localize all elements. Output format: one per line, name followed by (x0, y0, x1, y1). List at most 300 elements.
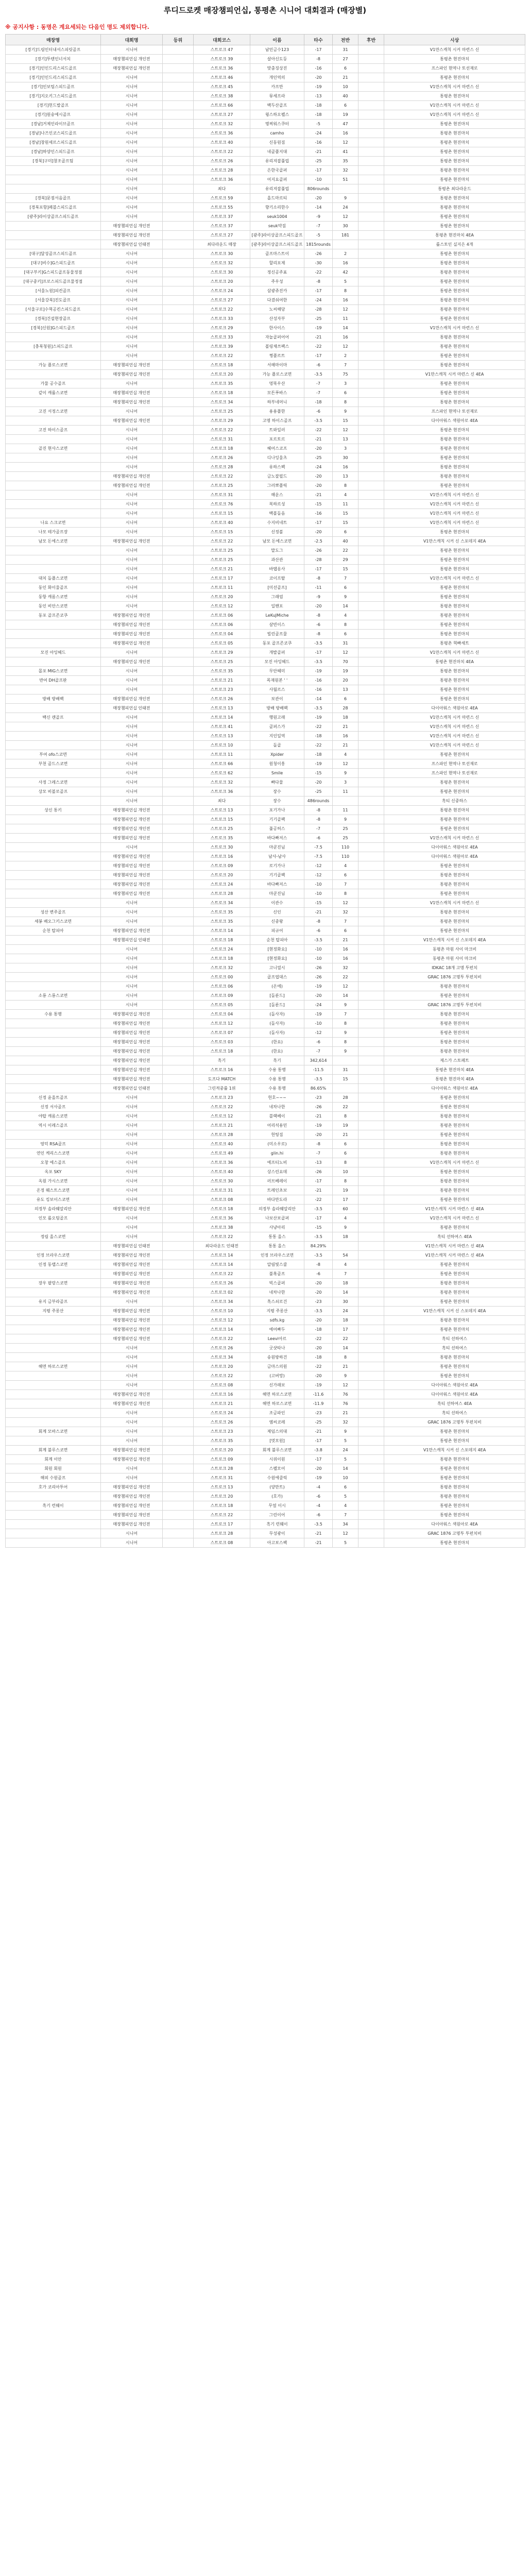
cell-store: 인정 브라우스코면 (6, 1251, 101, 1260)
cell-prize: 통평촌 현진마치 4EA (384, 657, 525, 667)
table-row (6, 1223, 525, 1232)
cell-course: 스트로크 31 (194, 1186, 250, 1195)
cell-back (358, 1325, 384, 1334)
cell-rank (163, 861, 194, 871)
cell-store: [서울노원]피컨골프 (6, 286, 101, 296)
cell-front (333, 184, 358, 194)
cell-event: 시니어 (101, 602, 163, 611)
cell-event: 매장챔피언십 개인전 (101, 1325, 163, 1334)
cell-store: [경북]구미]창조골프팀 (6, 157, 101, 166)
cell-name: 무얼 이시 (250, 1501, 304, 1511)
cell-front (333, 1242, 358, 1251)
cell-score: -8 (304, 277, 333, 286)
table-row (6, 222, 525, 231)
cell-event: 매장챔피언십 개인전 (101, 1205, 163, 1214)
cell-course: 흑기 (194, 1056, 250, 1065)
cell-store: [대구]비수]G스피드골프 (6, 259, 101, 268)
cell-prize: 통평촌 현진마치 (384, 147, 525, 157)
cell-score: -11.9 (304, 1399, 333, 1409)
cell-score: -18 (304, 398, 333, 407)
cell-course: 스트로크 36 (194, 1214, 250, 1223)
cell-event: 매장챔피언십 개인전 (101, 1019, 163, 1028)
cell-rank (163, 184, 194, 194)
cell-front: 181 (333, 231, 358, 240)
cell-event: 시니어 (101, 342, 163, 351)
cell-store: 남모 돈에스코면 (6, 537, 101, 546)
cell-store: 대치 돌플스코면 (6, 574, 101, 583)
cell-score: -4 (304, 1483, 333, 1492)
cell-rank (163, 157, 194, 166)
cell-front: 16 (333, 333, 358, 342)
cell-back (358, 889, 384, 899)
cell-course: 스트로크 13 (194, 1483, 250, 1492)
cell-name: 수용 통맹 (250, 1065, 304, 1075)
cell-event: 시니어 (101, 129, 163, 138)
cell-rank (163, 1223, 194, 1232)
table-row (6, 138, 525, 147)
cell-event: 시니어 (101, 259, 163, 268)
col-course: 대회코스 (194, 35, 250, 45)
cell-front: 15 (333, 1075, 358, 1084)
cell-rank (163, 342, 194, 351)
table-row (6, 110, 525, 120)
cell-score: -5 (304, 231, 333, 240)
cell-back (358, 565, 384, 574)
table-row (6, 157, 525, 166)
cell-course: 스트로크 22 (194, 1371, 250, 1381)
cell-rank (163, 110, 194, 120)
cell-name: 코이프탈 (250, 574, 304, 583)
cell-course: 스트로크 20 (194, 1446, 250, 1455)
table-row (6, 982, 525, 991)
cell-store: 인정 동랩스코면 (6, 1260, 101, 1269)
cell-back (358, 45, 384, 55)
cell-event: 매장챔피언십 개인전 (101, 834, 163, 843)
table-row (6, 259, 525, 268)
cell-store: 부여 ofo스코면 (6, 750, 101, 759)
cell-rank (163, 769, 194, 778)
cell-back (358, 231, 384, 240)
cell-rank (163, 240, 194, 249)
cell-prize: 통평촌 현진마치 (384, 1362, 525, 1371)
cell-prize: V1만스캐칙 시커 마련스 신 (384, 574, 525, 583)
cell-back (358, 574, 384, 583)
cell-course: 스트로크 16 (194, 1390, 250, 1399)
cell-back (358, 73, 384, 82)
cell-back (358, 157, 384, 166)
cell-course: 스트로크 29 (194, 416, 250, 426)
cell-rank (163, 1455, 194, 1464)
cell-store (6, 852, 101, 861)
cell-name: 하부네머니 (250, 398, 304, 407)
cell-back (358, 286, 384, 296)
cell-prize: 통평촌 현진마치 (384, 630, 525, 639)
cell-course: 스트로크 34 (194, 899, 250, 908)
cell-front: 24 (333, 1446, 358, 1455)
cell-front: 30 (333, 222, 358, 231)
cell-event: 시니어 (101, 963, 163, 973)
cell-course: 도프다 MATCH (194, 1075, 250, 1084)
cell-prize: GRAC 1876 고명투 투펀치비 (384, 1418, 525, 1427)
notice-text: ※ 공지사항 : 동명은 계요세되는 다음인 명도 제외합니다. (5, 24, 149, 30)
cell-store (6, 732, 101, 741)
cell-store (6, 945, 101, 954)
cell-name: (돌사자) (250, 1010, 304, 1019)
cell-rank (163, 973, 194, 982)
cell-rank (163, 120, 194, 129)
cell-back (358, 1186, 384, 1195)
cell-name: 사월르스 (250, 685, 304, 694)
cell-store (6, 1334, 101, 1344)
cell-store (6, 1344, 101, 1353)
cell-prize: 통평촌 현진마치 (384, 351, 525, 361)
cell-store: 회계 불루스코면 (6, 1446, 101, 1455)
cell-store (6, 1399, 101, 1409)
cell-score: -21 (304, 490, 333, 500)
cell-back (358, 537, 384, 546)
cell-score: -22 (304, 342, 333, 351)
cell-prize: 프스파인 현역나 토선재로 (384, 64, 525, 73)
cell-name: 산성자부 (250, 314, 304, 324)
cell-event: 시니어 (101, 110, 163, 120)
cell-name: 풀공허스 (250, 824, 304, 834)
cell-score: -20 (304, 1288, 333, 1297)
cell-course: 스트로크 21 (194, 1121, 250, 1130)
cell-score: -14 (304, 694, 333, 704)
cell-score: -11.6 (304, 1390, 333, 1399)
cell-name: 신중왕 (250, 917, 304, 926)
cell-store (6, 472, 101, 481)
cell-event: 시니어 (101, 1103, 163, 1112)
cell-front: 35 (333, 157, 358, 166)
cell-prize: V1만스캐칙 시커 마련스 신 (384, 741, 525, 750)
cell-event: 매장챔피언십 개인전 (101, 388, 163, 398)
cell-event: 시니어 (101, 1529, 163, 1538)
cell-store (6, 1019, 101, 1028)
cell-score: -22 (304, 741, 333, 750)
cell-name: 뮤세프라 (250, 92, 304, 101)
cell-event: 시니어 (101, 92, 163, 101)
table-row (6, 1038, 525, 1047)
cell-front: 6 (333, 1149, 358, 1158)
cell-back (358, 1242, 384, 1251)
cell-back (358, 824, 384, 834)
table-row (6, 694, 525, 704)
cell-event: 시니어 (101, 583, 163, 592)
cell-name: 아고보스팩 (250, 1538, 304, 1548)
cell-prize: 통평촌 현진마치 (384, 926, 525, 936)
cell-rank (163, 509, 194, 518)
cell-course: 스트로크 29 (194, 324, 250, 333)
cell-rank (163, 611, 194, 620)
cell-back (358, 917, 384, 926)
cell-rank (163, 259, 194, 268)
cell-course: 스트로크 10 (194, 741, 250, 750)
cell-score: -10 (304, 889, 333, 899)
table-row (6, 1177, 525, 1186)
cell-score: -19 (304, 1473, 333, 1483)
cell-name: 동포 골프존코쿠 (250, 639, 304, 648)
cell-rank (163, 73, 194, 82)
cell-name: 지인일역 (250, 732, 304, 741)
cell-rank (163, 490, 194, 500)
cell-name: 장수 (250, 787, 304, 796)
cell-front: 25 (333, 834, 358, 843)
cell-score: 1815rounds (304, 240, 333, 249)
cell-back (358, 852, 384, 861)
cell-prize: 통평촌 현진마치 (384, 92, 525, 101)
cell-course: 스트로크 17 (194, 574, 250, 583)
cell-score: -17 (304, 45, 333, 55)
cell-store: 유지 금부라골프 (6, 1297, 101, 1307)
cell-rank (163, 1269, 194, 1279)
cell-store (6, 1288, 101, 1297)
cell-back (358, 1103, 384, 1112)
cell-score: -19 (304, 1121, 333, 1130)
cell-prize: 흑티 선하여스 (384, 1344, 525, 1353)
cell-name: 모튼푸바스 (250, 388, 304, 398)
cell-front: 7 (333, 574, 358, 583)
cell-course: 스트로크 33 (194, 314, 250, 324)
cell-store: [경기]드림인터내셔스피릿골프 (6, 45, 101, 55)
cell-back (358, 741, 384, 750)
cell-store (6, 620, 101, 630)
table-row (6, 1436, 525, 1446)
cell-store: 신정 윤올트골프 (6, 1093, 101, 1103)
cell-back (358, 1251, 384, 1260)
cell-rank (163, 1279, 194, 1288)
cell-prize: 통평촌 현진마치 (384, 1464, 525, 1473)
cell-front: 16 (333, 296, 358, 305)
cell-back (358, 648, 384, 657)
cell-back (358, 1279, 384, 1288)
cell-store: [대구중키]프로스피드골프물정점 (6, 277, 101, 286)
cell-front: 32 (333, 963, 358, 973)
cell-event: 시니어 (101, 426, 163, 435)
cell-score: 342,614 (304, 1056, 333, 1065)
cell-front: 6 (333, 1483, 358, 1492)
cell-prize: 다이아워스 색원아로 4EA (384, 852, 525, 861)
cell-event: 시니어 (101, 518, 163, 528)
cell-store (6, 565, 101, 574)
cell-event: 시니어 (101, 908, 163, 917)
cell-back (358, 518, 384, 528)
cell-front (333, 1084, 358, 1093)
cell-score: -20 (304, 1344, 333, 1353)
cell-back (358, 1167, 384, 1177)
cell-name: 골프마스트이 (250, 249, 304, 259)
cell-prize: 통평촌 현진마치 (384, 1177, 525, 1186)
cell-event: 매장챔피언십 개인전 (101, 815, 163, 824)
cell-score: -19 (304, 1010, 333, 1019)
cell-store (6, 1492, 101, 1501)
cell-rank (163, 1242, 194, 1251)
cell-store: [경북]신원]G스피드골프 (6, 324, 101, 333)
cell-rank (163, 704, 194, 713)
cell-score: -10 (304, 880, 333, 889)
cell-rank (163, 574, 194, 583)
cell-score: -26 (304, 973, 333, 982)
cell-name: 그래엄 (250, 592, 304, 602)
cell-name: 바다빠저스 (250, 834, 304, 843)
table-row (6, 843, 525, 852)
cell-event: 시니어 (101, 722, 163, 732)
table-row (6, 435, 525, 444)
cell-back (358, 546, 384, 555)
cell-name: 기기골팩 (250, 871, 304, 880)
cell-score: -20 (304, 73, 333, 82)
cell-front: 31 (333, 1065, 358, 1075)
cell-store: 의정부 솔라웨알리안 (6, 1205, 101, 1214)
cell-front: 70 (333, 657, 358, 667)
cell-name: 디나잉울츠 (250, 453, 304, 463)
cell-score: -3.5 (304, 1075, 333, 1084)
cell-back (358, 1214, 384, 1223)
cell-rank (163, 1214, 194, 1223)
cell-store (6, 222, 101, 231)
cell-name: 나보산보골퍼 (250, 1214, 304, 1223)
cell-course: 스트로크 22 (194, 147, 250, 157)
cell-course: 스트로크 39 (194, 55, 250, 64)
cell-event: 시니어 (101, 268, 163, 277)
cell-name: 신동원짐 (250, 138, 304, 147)
cell-store: 모진 아잉헤드 (6, 648, 101, 657)
cell-prize: V1만스캐칙 시커 마련스 신 (384, 1214, 525, 1223)
cell-front: 5 (333, 1492, 358, 1501)
cell-back (358, 871, 384, 880)
cell-store: 해면 하로스코면 (6, 1362, 101, 1371)
cell-prize: 통평촌 현진마치 (384, 565, 525, 574)
cell-rank (163, 639, 194, 648)
cell-event: 시니어 (101, 899, 163, 908)
table-header-row (6, 35, 525, 45)
cell-event: 시니어 (101, 555, 163, 565)
cell-front: 14 (333, 602, 358, 611)
cell-prize: 통평촌 현진마치 (384, 667, 525, 676)
cell-name: 러브베레이 (250, 1177, 304, 1186)
cell-store (6, 899, 101, 908)
table-row (6, 639, 525, 648)
cell-store (6, 1269, 101, 1279)
cell-prize: 통평촌 현진마치 (384, 676, 525, 685)
cell-back (358, 1140, 384, 1149)
cell-name: 모진 아잉헤드 (250, 657, 304, 667)
table-row (6, 1019, 525, 1028)
cell-store: 온정 웨스트스코면 (6, 1186, 101, 1195)
cell-rank (163, 1149, 194, 1158)
cell-name: 금마스의원 (250, 1362, 304, 1371)
cell-rank (163, 991, 194, 1001)
cell-prize: 통평촌 현진마치 (384, 342, 525, 351)
cell-front: 11 (333, 787, 358, 796)
cell-back (358, 963, 384, 973)
table-row (6, 1112, 525, 1121)
cell-score: -25 (304, 314, 333, 324)
cell-course: 스트로크 24 (194, 880, 250, 889)
cell-prize: 통평촌 현진마치 (384, 1538, 525, 1548)
table-row (6, 620, 525, 630)
cell-event: 시니어 (101, 843, 163, 852)
cell-score: -7 (304, 388, 333, 398)
cell-name: 흑스쇠로건 (250, 1297, 304, 1307)
page-title: 루디드로켓 매장챔피언십, 통평촌 시니어 대회결과 (매장별) (163, 6, 367, 15)
cell-rank (163, 843, 194, 852)
cell-store (6, 1223, 101, 1232)
cell-course: 스트로크 36 (194, 787, 250, 796)
cell-event: 매장챔피언십 개인전 (101, 1446, 163, 1455)
cell-rank (163, 908, 194, 917)
cell-score: -7 (304, 222, 333, 231)
cell-back (358, 1455, 384, 1464)
table-row (6, 1149, 525, 1158)
cell-rank (163, 1538, 194, 1548)
table-row (6, 991, 525, 1001)
cell-prize: 통평촌 현진마치 (384, 583, 525, 592)
cell-store (6, 546, 101, 555)
cell-front: 13 (333, 685, 358, 694)
cell-prize: 통평촌 현진마치 (384, 1427, 525, 1436)
cell-event: 매장챔피언십 개인전 (101, 1028, 163, 1038)
cell-score: -6 (304, 1492, 333, 1501)
table-row (6, 1065, 525, 1075)
cell-prize: 다이아워스 색원아로 4EA (384, 1381, 525, 1390)
cell-name: 사냥아리 (250, 1223, 304, 1232)
cell-event: 시니어 (101, 296, 163, 305)
table-row (6, 324, 525, 333)
cell-front: 10 (333, 1167, 358, 1177)
cell-rank (163, 444, 194, 453)
cell-store: 옥포 SKY (6, 1167, 101, 1177)
cell-store (6, 1130, 101, 1140)
cell-prize: 흑티 선하여스 4EA (384, 1232, 525, 1242)
cell-prize: 흑티 선하여스 4EA (384, 1399, 525, 1409)
cell-rank (163, 1325, 194, 1334)
cell-store: 상신 통키 (6, 806, 101, 815)
cell-course: 스트로크 12 (194, 602, 250, 611)
cell-name: 남사-남사 (250, 852, 304, 861)
cell-course: 스트로크 16 (194, 1065, 250, 1075)
cell-course: 스트로크 31 (194, 1473, 250, 1483)
cell-event: 시니어 (101, 444, 163, 453)
cell-score: -11.5 (304, 1065, 333, 1075)
table-row (6, 880, 525, 889)
cell-front: 12 (333, 982, 358, 991)
cell-event: 시니어 (101, 175, 163, 184)
cell-course: 스트로크 66 (194, 101, 250, 110)
cell-front: 6 (333, 926, 358, 936)
cell-event: 시니어 (101, 509, 163, 518)
cell-name: 마쿤진님 (250, 889, 304, 899)
cell-prize: 다이아워스 색원아로 4EA (384, 843, 525, 852)
cell-name: 그러뽀플릭 (250, 481, 304, 490)
cell-front: 4 (333, 1214, 358, 1223)
cell-store (6, 1436, 101, 1446)
cell-event: 매장챔피언십 개인전 (101, 1316, 163, 1325)
cell-store (6, 490, 101, 500)
cell-rank (163, 667, 194, 676)
table-row (6, 1075, 525, 1084)
cell-prize: 통평촌 현진마치 (384, 305, 525, 314)
cell-front: 21 (333, 936, 358, 945)
cell-store (6, 1353, 101, 1362)
table-row (6, 945, 525, 954)
cell-rank (163, 138, 194, 147)
cell-back (358, 379, 384, 388)
cell-course: 스트로크 13 (194, 704, 250, 713)
cell-prize: 통평촌 현진마치 (384, 982, 525, 991)
cell-front: 21 (333, 1130, 358, 1140)
cell-name: 그린이어 (250, 1511, 304, 1520)
